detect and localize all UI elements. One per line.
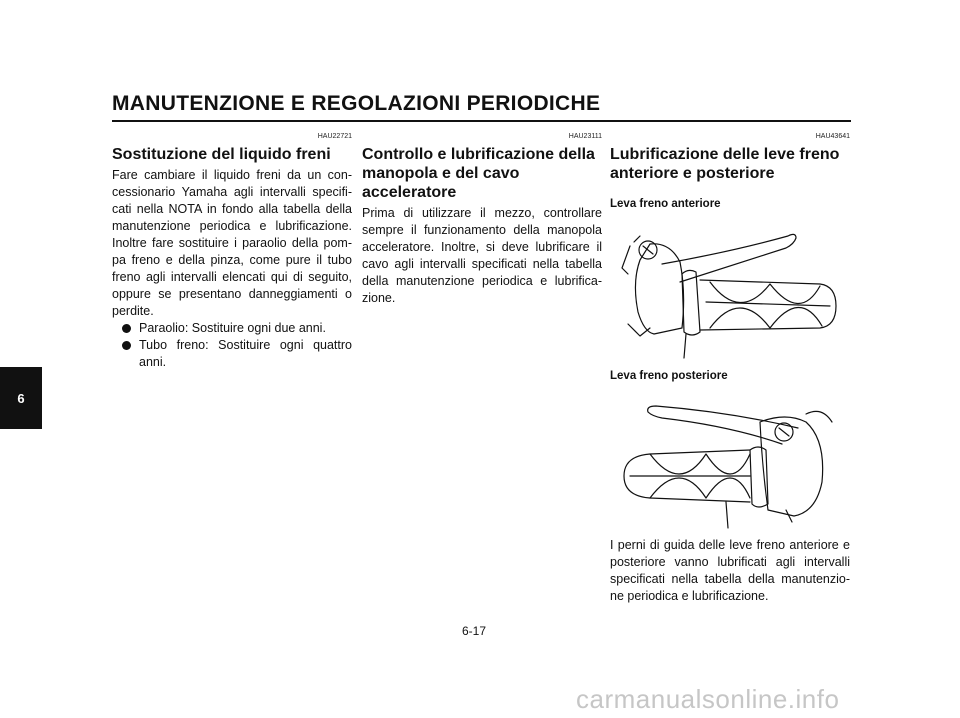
chapter-tab[interactable]: 6 (0, 367, 42, 429)
section-code: HAU22721 (317, 133, 352, 140)
section-paragraph: I perni di guida delle leve freno anteriore e posteriore vanno lubrificati agli intervalli specificati nella tabella della manutenzio-ne periodica e lubrificazione. (610, 538, 850, 603)
front-lever-label: Leva freno anteriore (610, 198, 721, 210)
bullet-list (112, 320, 352, 371)
bullet-item (112, 320, 352, 337)
bullet-text: Tubo freno: Sostituire ogni quattro anni. (139, 338, 352, 369)
bullet-text: Paraolio: Sostituire ogni due anni. (139, 321, 326, 335)
section-title: Lubrificazione delle leve freno anteriore e posteriore (610, 146, 840, 182)
front-brake-lever-illustration (610, 222, 850, 362)
section-code: HAU23111 (568, 133, 602, 140)
bullet-item (112, 337, 352, 371)
bullet-dot-icon (122, 341, 131, 350)
section-brake-levers (610, 132, 850, 186)
rear-brake-lever-illustration (610, 392, 850, 532)
header-rule (112, 120, 851, 122)
section-paragraph: Fare cambiare il liquido freni da un con-cessionario Yamaha agli intervalli specifi-cati nella NOTA in fondo alla tabella della manutenzione periodica e lubrificazione. Inoltre fare sostituire i paraolio della pom-pa freno e della pinza, come pure il tubo freno agli intervalli elencati qui di seguito, oppure se presentano danneggiamenti o perdite. (112, 168, 352, 318)
page-header-title: MANUTENZIONE E REGOLAZIONI PERIODICHE (112, 92, 601, 115)
section-throttle (362, 132, 602, 307)
bullet-dot-icon (122, 324, 131, 333)
watermark: carmanualsonline.info (576, 684, 840, 714)
section-title: Sostituzione del liquido freni (112, 146, 331, 163)
page-number: 6-17 (462, 624, 487, 638)
section-paragraph: Prima di utilizzare il mezzo, controllare sempre il funzionamento della manopola acceleratore. Inoltre, si deve lubrificare il cavo agli intervalli specificati nella tabella della manutenzione periodica e lubrifica-zione. (362, 206, 602, 305)
rear-lever-label: Leva freno posteriore (610, 370, 728, 382)
section-title: Controllo e lubrificazione della manopola e del cavo acceleratore (362, 146, 595, 201)
section-code: HAU43641 (815, 133, 850, 140)
section-brake-fluid (112, 132, 352, 371)
